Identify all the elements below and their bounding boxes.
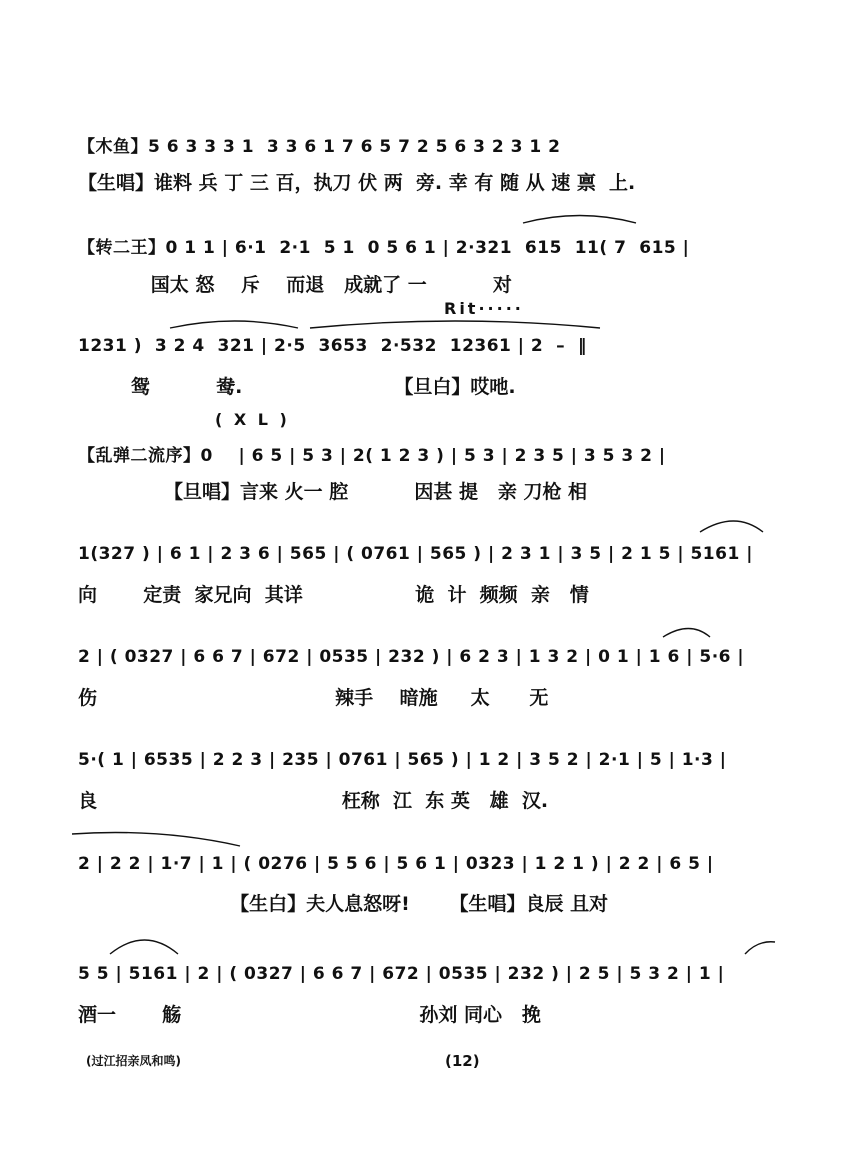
lyric-line-9: 酒一 觞 孙刘 同心 挽 xyxy=(78,1004,541,1026)
lyric-line-3: 鸳 鸯. 【旦白】哎吔. xyxy=(78,376,516,398)
page-number: (12) xyxy=(445,1052,480,1070)
rit-marker: Rit····· xyxy=(444,299,524,318)
zhuan-erwang-lyric-line: 国太 怒 斥 而退 成就了 一 对 xyxy=(78,274,512,296)
notation-line-3: 1231 ) 3 2 4 321 | 2·5 3653 2·532 12361 | 2 – ‖ xyxy=(78,336,587,356)
lyric-line-7: 良 枉称 江 东 英 雄 汉. xyxy=(78,790,549,812)
luantan-notation-line: 【乱弹二流序】0 | 6 5 | 5 3 | 2( 1 2 3 ) | 5 3 | 2 3 5 | 3 5 3 2 | xyxy=(78,446,666,466)
notation-line-7: 5·( 1 | 6535 | 2 2 3 | 235 | 0761 | 565 ) | 1 2 | 3 5 2 | 2·1 | 5 | 1·3 | xyxy=(78,750,727,770)
percussion-marker: ( X L ) xyxy=(215,410,290,429)
dan-chang-lyric-line: 【旦唱】言来 火一 腔 因甚 提 亲 刀枪 相 xyxy=(78,481,588,503)
muyu-notation-line: 【木鱼】5 6 3 3 3 1 3 3 6 1 7 6 5 7 2 5 6 3 2 3 1 2 xyxy=(78,137,561,157)
lyric-line-8: 【生白】夫人息怒呀! 【生唱】良辰 且对 xyxy=(78,893,609,915)
zhuan-erwang-notation-line: 【转二王】0 1 1 | 6·1 2·1 5 1 0 5 6 1 | 2·321 615 11( 7 615 | xyxy=(78,238,690,258)
lyric-line-6: 伤 辣手 暗施 太 无 xyxy=(78,687,549,709)
footer-title: (过江招亲凤和鸣) xyxy=(86,1054,181,1068)
notation-line-6: 2 | ( 0327 | 6 6 7 | 672 | 0535 | 232 ) | 6 2 3 | 1 3 2 | 0 1 | 1 6 | 5·6 | xyxy=(78,647,745,667)
notation-line-5: 1(327 ) | 6 1 | 2 3 6 | 565 | ( 0761 | 565 ) | 2 3 1 | 3 5 | 2 1 5 | 5161 | xyxy=(78,544,753,564)
notation-line-9: 5 5 | 5161 | 2 | ( 0327 | 6 6 7 | 672 | 0535 | 232 ) | 2 5 | 5 3 2 | 1 | xyxy=(78,964,725,984)
notation-line-8: 2 | 2 2 | 1·7 | 1 | ( 0276 | 5 5 6 | 5 6 1 | 0323 | 1 2 1 ) | 2 2 | 6 5 | xyxy=(78,854,714,874)
sheng-chang-lyric-line: 【生唱】谁料 兵 丁 三 百，执刀 伏 两 旁. 幸 有 随 从 速 禀 上. xyxy=(78,172,636,194)
lyric-line-5: 向 定责 家兄向 其详 诡 计 频频 亲 情 xyxy=(78,584,589,606)
